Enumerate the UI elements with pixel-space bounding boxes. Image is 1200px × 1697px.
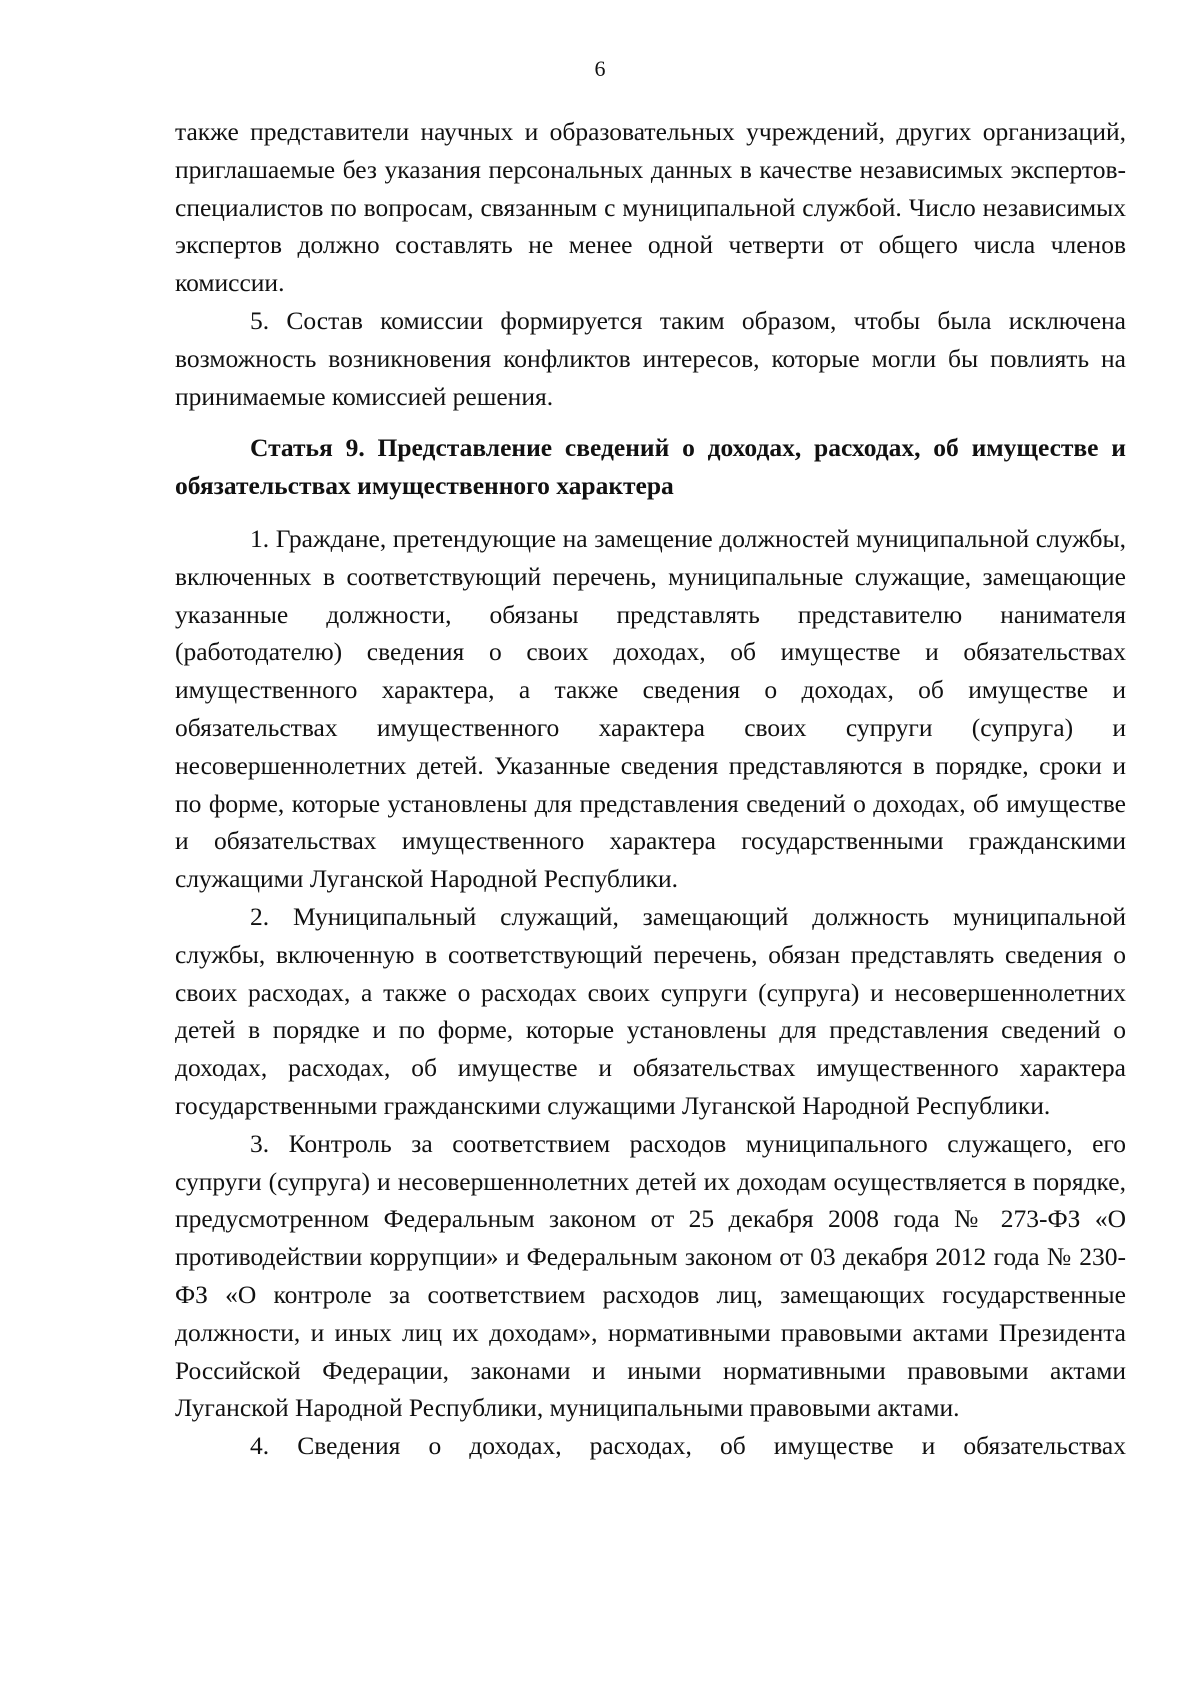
article-paragraph-3: 3. Контроль за соответствием расходов муниципального служащего, его супруги (супруга) и несовершеннолетних детей их доходам осуществляется в порядке, предусмотренном Федеральным законом от 25 декабря 2008 года № 273-ФЗ «О противодействии коррупции» и Федеральным законом от 03 декабря 2012 года № 230-ФЗ «О контроле за соответствием расходов лиц, замещающих государственные должности, и иных лиц их доходам», нормативными правовыми актами Президента Российской Федерации, законами и иными нормативными правовыми актами Луганской Народной Республики, муниципальными правовыми актами. (175, 1128, 1126, 1423)
article-heading: Статья 9. Представление сведений о доходах, расходах, об имуществе и обязательствах имущественного характера (175, 433, 1126, 501)
article-paragraph-1: 1. Граждане, претендующие на замещение должностей муниципальной службы, включенных в соответствующий перечень, муниципальные служащие, замещающие указанные должности, обязаны представлять представителю нанимателя (работодателю) сведения о своих доходах, об имуществе и обязательствах имущественного характера, а также сведения о доходах, об имуществе и обязательствах имущественного характера своих супруги (супруга) и несовершеннолетних детей. Указанные сведения представляются в порядке, сроки и по форме, которые установлены для представления сведений о доходах, об имуществе и обязательствах имущественного характера государственными гражданскими служащими Луганской Народной Республики. (175, 523, 1126, 894)
document-body (175, 113, 1126, 1465)
article-paragraph-2: 2. Муниципальный служащий, замещающий должность муниципальной службы, включенную в соответствующий перечень, обязан представлять сведения о своих расходах, а также о расходах своих супруги (супруга) и несовершеннолетних детей в порядке и по форме, которые установлены для представления сведений о доходах, расходах, об имуществе и обязательствах имущественного характера государственными гражданскими служащими Луганской Народной Республики. (175, 901, 1126, 1120)
paragraph-continued: также представители научных и образовательных учреждений, других организаций, приглашаемые без указания персональных данных в качестве независимых экспертов-специалистов по вопросам, связанным с муниципальной службой. Число независимых экспертов должно составлять не менее одной четверти от общего числа членов комиссии. (175, 117, 1126, 298)
article-paragraph-4: 4. Сведения о доходах, расходах, об имуществе и обязательствах (250, 1431, 1126, 1461)
paragraph-5: 5. Состав комиссии формируется таким образом, чтобы была исключена возможность возникновения конфликтов интересов, которые могли бы повлиять на принимаемые комиссией решения. (175, 305, 1126, 411)
page-number: 6 (594, 56, 606, 81)
